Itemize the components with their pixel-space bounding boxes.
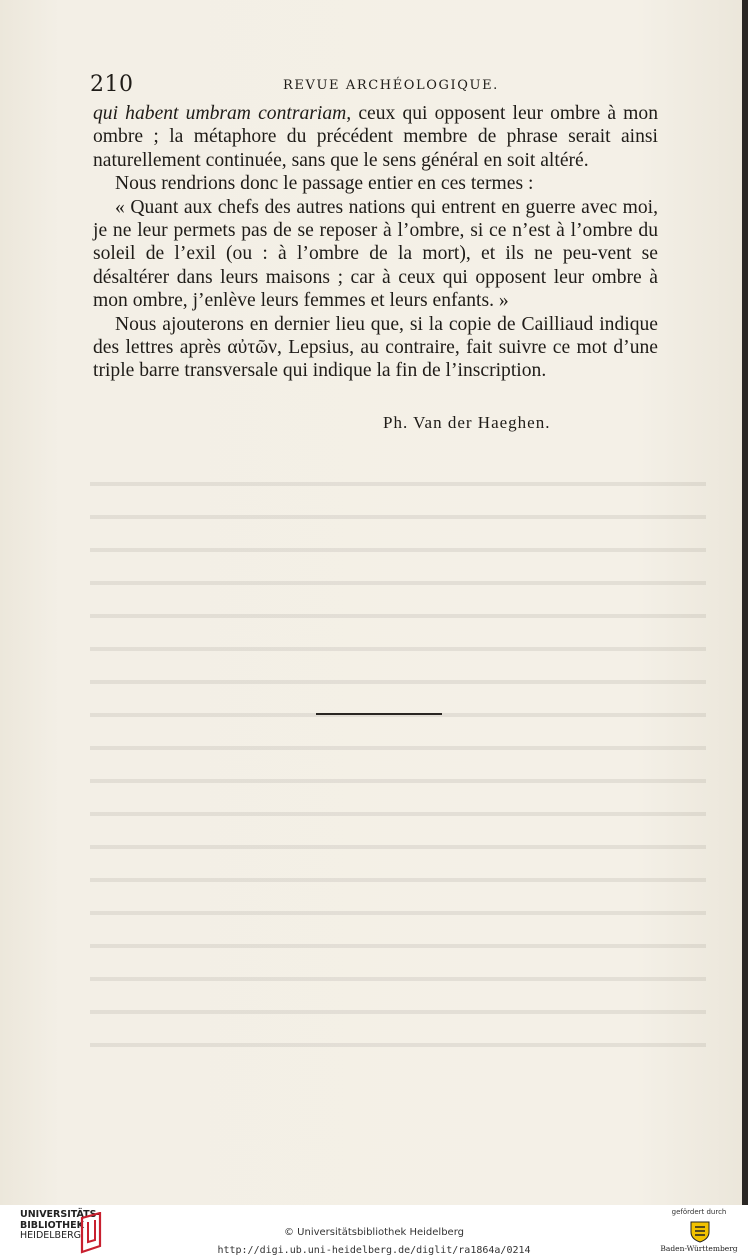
library-line-1: UNIVERSITÄTS-	[20, 1209, 101, 1220]
paragraph-1-text: ceux qui opposent leur ombre à mon ombre ; la métaphore du précédent membre de phrase serait ainsi naturellement continuée, sans que le sens général en soit altéré.	[93, 103, 658, 171]
bleed-through-text	[90, 470, 706, 1070]
paragraph-3: « Quant aux chefs des autres nations qui entrent en guerre avec moi, je ne leur permets pas de se reposer à l’ombre, si ce n’est à l’ombre du soleil de l’exil (ou : à l’ombre de la mort), et ils ne peu-vent se désaltérer dans leurs maisons ; car à ceux qui opposent leur ombre à mon ombre, j’enlève leurs femmes et leurs enfants. »	[93, 196, 658, 312]
author-signature: Ph. Van der Haeghen.	[383, 413, 551, 432]
latin-quote: qui habent umbram contrariam,	[93, 103, 352, 124]
sponsor-name: Baden-Württemberg	[660, 1244, 738, 1253]
journal-title: REVUE ARCHÉOLOGIQUE.	[283, 78, 499, 93]
paragraph-4: Nous ajouterons en dernier lieu que, si la copie de Cailliaud indique des lettres après αὐτῶν, Lepsius, au contraire, fait suivre ce mot d’une triple barre transversale qui indique la fin de l’inscription.	[93, 313, 658, 382]
library-line-2: BIBLIOTHEK	[20, 1219, 84, 1231]
page-number: 210	[90, 72, 134, 97]
running-head	[90, 72, 666, 100]
sponsor-block	[655, 1208, 743, 1258]
copyright-notice: © Universitätsbibliothek Heidelberg	[283, 1227, 464, 1238]
paragraph-1	[93, 102, 658, 172]
page-edge	[742, 0, 748, 1205]
body-text	[93, 102, 658, 383]
paragraph-2: Nous rendrions donc le passage entier en ces termes :	[115, 173, 534, 195]
section-separator	[316, 713, 442, 715]
state-crest-icon	[689, 1219, 711, 1243]
sponsor-label: gefördert durch	[671, 1208, 727, 1216]
permalink-url[interactable]: http://digi.ub.uni-heidelberg.de/diglit/ra1864a/0214	[217, 1245, 531, 1256]
library-line-3: HEIDELBERG	[20, 1230, 82, 1241]
